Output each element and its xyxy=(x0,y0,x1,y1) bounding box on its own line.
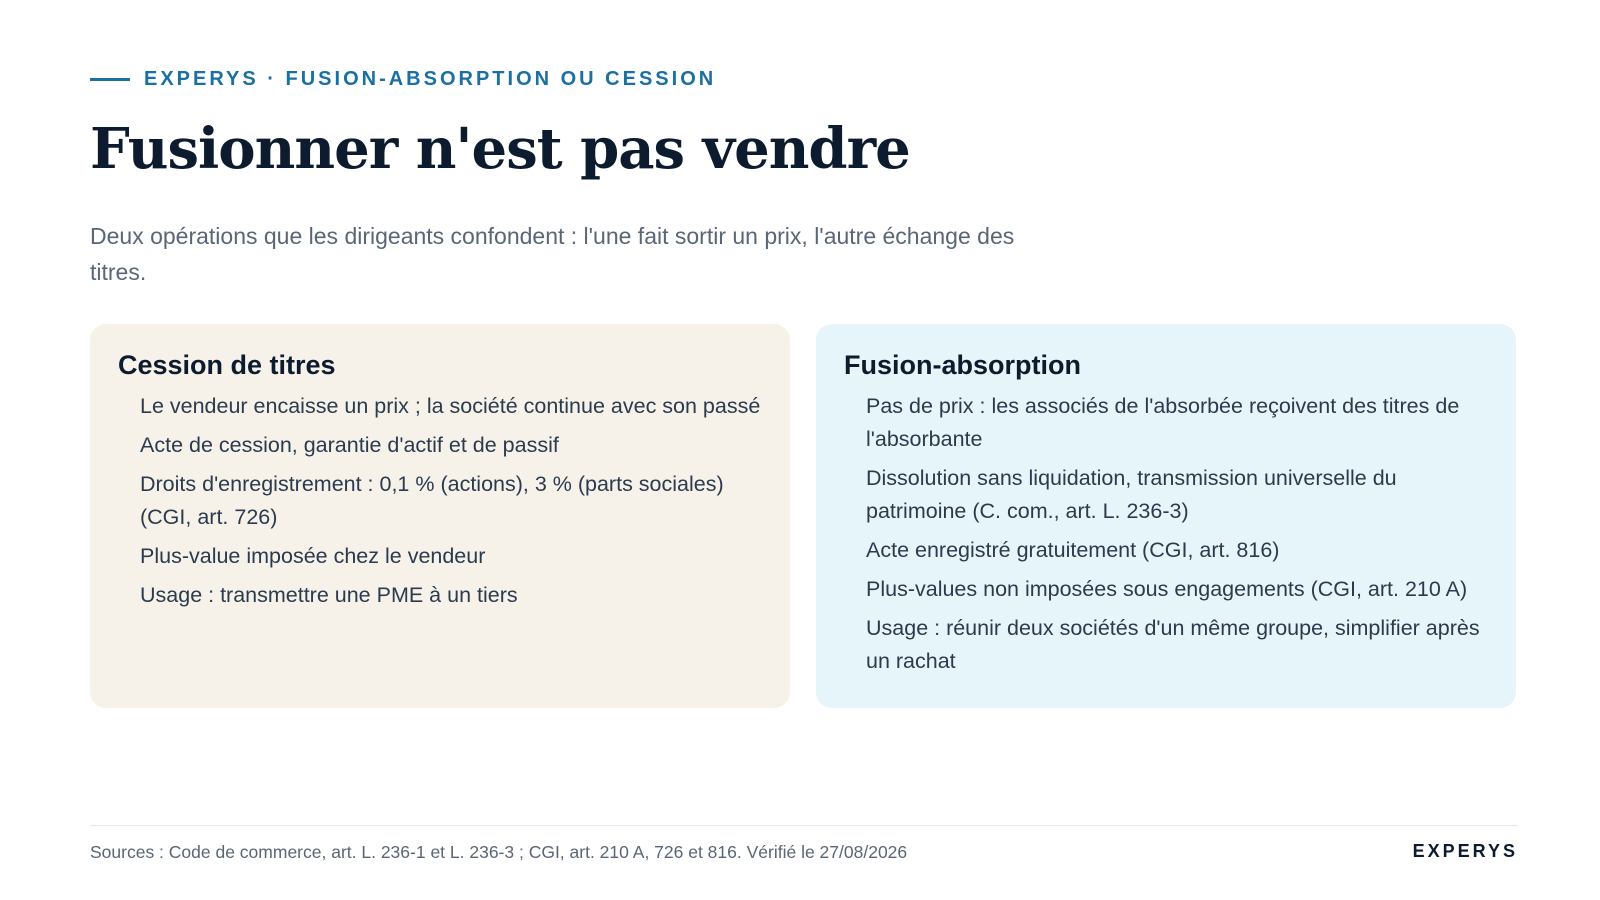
list-item: Usage : réunir deux sociétés d'un même groupe, simplifier après un rachat xyxy=(866,616,1480,673)
footer-divider xyxy=(90,825,1518,826)
list-item: Le vendeur encaisse un prix ; la société continue avec son passé xyxy=(140,394,761,418)
list-item: Acte de cession, garantie d'actif et de passif xyxy=(140,433,559,457)
page-subtitle: Deux opérations que les dirigeants confondent : l'une fait sortir un prix, l'autre échange des titres. xyxy=(90,223,1015,285)
page-title: Fusionner n'est pas vendre xyxy=(90,116,910,182)
card-fusion-list xyxy=(844,390,1488,678)
list-item: Usage : transmettre une PME à un tiers xyxy=(140,583,518,607)
list-item: Plus-values non imposées sous engagements (CGI, art. 210 A) xyxy=(866,577,1468,601)
footer-sources: Sources : Code de commerce, art. L. 236-1 et L. 236-3 ; CGI, art. 210 A, 726 et 816. Vérifié le 27/08/2026 xyxy=(90,842,908,862)
card-fusion xyxy=(816,324,1516,708)
card-cession-title: Cession de titres xyxy=(118,350,336,380)
eyebrow xyxy=(90,68,716,91)
eyebrow-rule xyxy=(90,78,130,81)
list-item: Dissolution sans liquidation, transmission universelle du patrimoine (C. com., art. L. 236-3) xyxy=(866,466,1397,523)
card-cession xyxy=(90,324,790,708)
card-cession-list xyxy=(118,390,762,612)
card-fusion-title: Fusion-absorption xyxy=(844,350,1081,380)
list-item: Acte enregistré gratuitement (CGI, art. 816) xyxy=(866,538,1280,562)
list-item: Droits d'enregistrement : 0,1 % (actions), 3 % (parts sociales) (CGI, art. 726) xyxy=(140,472,724,529)
list-item: Plus-value imposée chez le vendeur xyxy=(140,544,486,568)
list-item: Pas de prix : les associés de l'absorbée reçoivent des titres de l'absorbante xyxy=(866,394,1460,451)
eyebrow-text: EXPERYS · FUSION-ABSORPTION OU CESSION xyxy=(144,68,717,90)
footer-brand-logo: EXPERYS xyxy=(1412,841,1518,861)
